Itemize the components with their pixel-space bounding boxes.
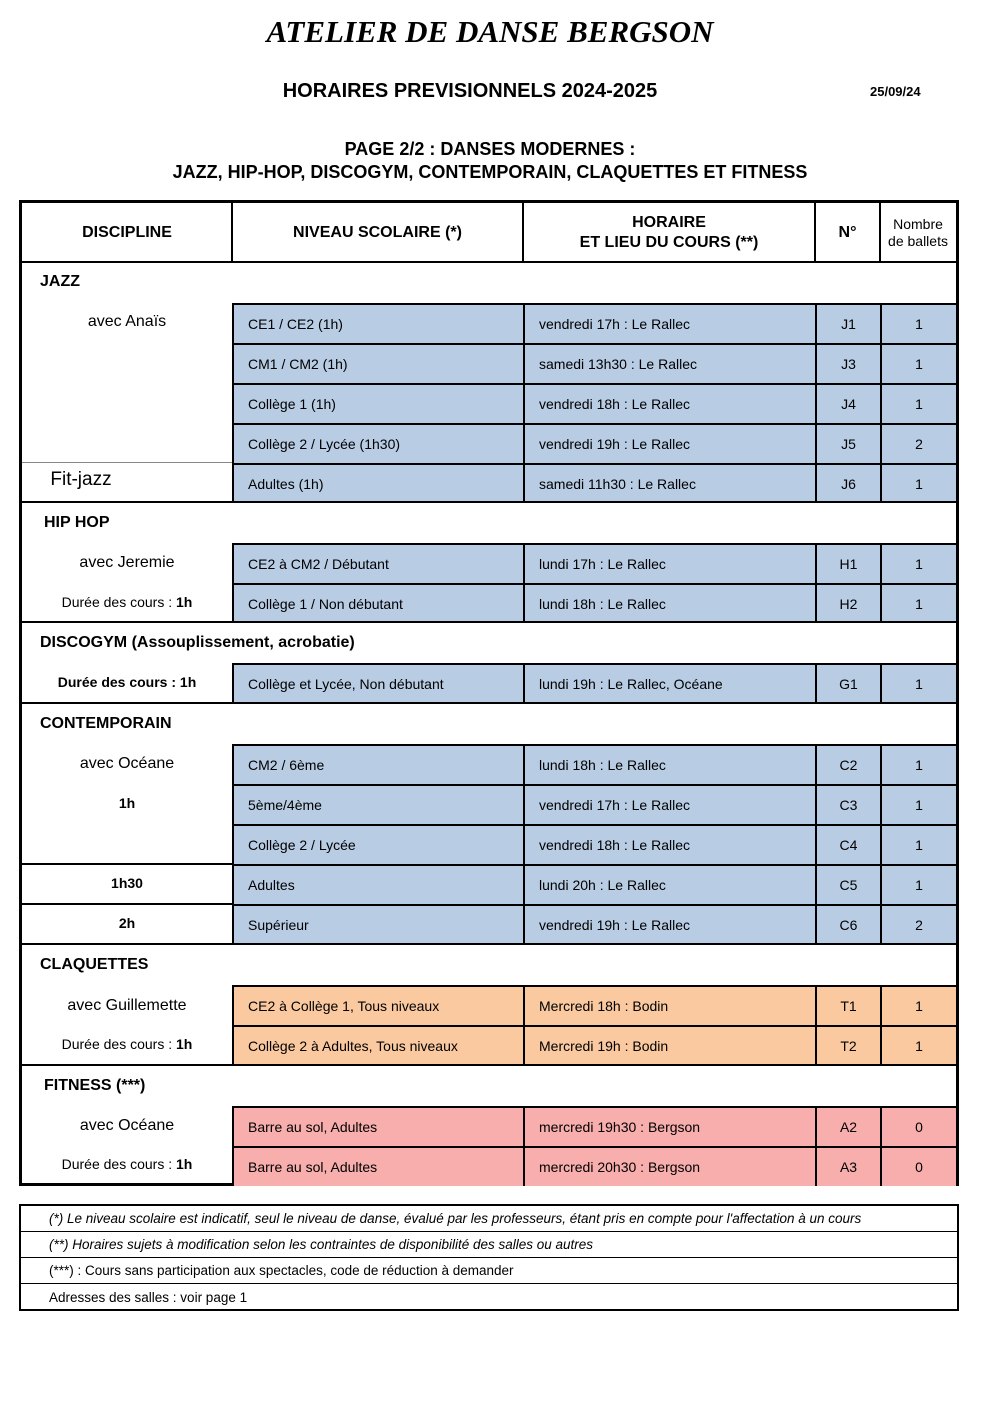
discogym-row-1-num: G1	[815, 663, 880, 703]
claquettes-row-2-ballets: 1	[880, 1025, 956, 1065]
hiphop-row-1-num: H1	[815, 543, 880, 583]
fitness-row-1-horaire: mercredi 19h30 : Bergson	[523, 1106, 815, 1146]
contemporain-duration-2: 1h30	[111, 875, 143, 891]
hiphop-teacher: avec Jeremie	[79, 554, 175, 571]
contemporain-row-2-num: C3	[815, 784, 880, 824]
fitness-row-1-niveau: Barre au sol, Adultes	[232, 1106, 523, 1146]
jazz-row-4-num: J5	[815, 423, 880, 463]
divider-contemporain-2h	[22, 903, 232, 905]
claquettes-row-1-ballets: 1	[880, 985, 956, 1025]
discogym-row-1-horaire: lundi 19h : Le Rallec, Océane	[523, 663, 815, 703]
contemporain-row-3-niveau: Collège 2 / Lycée	[232, 824, 523, 864]
hiphop-row-1-horaire: lundi 17h : Le Rallec	[523, 543, 815, 583]
column-header-ballets-line-2: de ballets	[888, 233, 948, 249]
section-jazz: JAZZ	[40, 273, 80, 290]
claquettes-duration	[22, 1036, 232, 1052]
divider-fit-jazz	[22, 462, 232, 463]
jazz-row-1-niveau: CE1 / CE2 (1h)	[232, 303, 523, 343]
fitness-row-2-niveau: Barre au sol, Adultes	[232, 1146, 523, 1186]
fitness-duration	[22, 1156, 232, 1172]
contemporain-row-5-horaire: vendredi 19h : Le Rallec	[523, 904, 815, 944]
fitness-row-2-horaire: mercredi 20h30 : Bergson	[523, 1146, 815, 1186]
page-heading-line-1: PAGE 2/2 : DANSES MODERNES :	[344, 139, 636, 159]
jazz-row-1-horaire: vendredi 17h : Le Rallec	[523, 303, 815, 343]
page-heading	[0, 138, 980, 184]
contemporain-row-1-num: C2	[815, 744, 880, 784]
discogym-duration: Durée des cours : 1h	[57, 674, 197, 690]
jazz-row-4-ballets: 2	[880, 423, 956, 463]
section-hiphop: HIP HOP	[44, 514, 110, 531]
header-vline-3	[814, 203, 816, 263]
column-header-horaire-line-2: ET LIEU DU COURS (**)	[579, 234, 759, 251]
jazz-teacher: avec Anaïs	[87, 313, 167, 330]
column-header-numero: N°	[838, 224, 857, 241]
hiphop-row-2-horaire: lundi 18h : Le Rallec	[523, 583, 815, 623]
claquettes-teacher: avec Guillemette	[67, 997, 187, 1014]
jazz-row-5-ballets: 1	[880, 463, 956, 503]
section-fitness: FITNESS (***)	[44, 1077, 146, 1094]
contemporain-teacher: avec Océane	[79, 755, 175, 772]
fitness-row-1-num: A2	[815, 1106, 880, 1146]
hiphop-row-2-num: H2	[815, 583, 880, 623]
footnotes	[19, 1204, 959, 1311]
contemporain-row-5-ballets: 2	[880, 904, 956, 944]
contemporain-duration-1: 1h	[118, 795, 136, 811]
claquettes-row-1-horaire: Mercredi 18h : Bodin	[523, 985, 815, 1025]
jazz-row-3-num: J4	[815, 383, 880, 423]
footnote-4: Adresses des salles : voir page 1	[49, 1289, 248, 1305]
jazz-row-2-horaire: samedi 13h30 : Le Rallec	[523, 343, 815, 383]
section-contemporain: CONTEMPORAIN	[40, 715, 172, 732]
hiphop-duration-value: 1h	[176, 594, 193, 610]
column-header-horaire	[523, 203, 815, 263]
jazz-row-5-num: J6	[815, 463, 880, 503]
jazz-row-3-niveau: Collège 1 (1h)	[232, 383, 523, 423]
contemporain-row-3-num: C4	[815, 824, 880, 864]
contemporain-row-4-horaire: lundi 20h : Le Rallec	[523, 864, 815, 904]
claquettes-duration-value: 1h	[176, 1036, 193, 1052]
page-title: ATELIER DE DANSE BERGSON	[266, 14, 714, 49]
schedule-subtitle: HORAIRES PREVISIONNELS 2024-2025	[282, 80, 658, 102]
column-header-ballets-line-1: Nombre	[893, 216, 943, 232]
divider-contemporain-claquettes	[22, 943, 956, 945]
contemporain-row-2-ballets: 1	[880, 784, 956, 824]
contemporain-row-1-ballets: 1	[880, 744, 956, 784]
schedule-table	[19, 200, 959, 1186]
claquettes-duration-prefix: Durée des cours :	[61, 1036, 177, 1052]
jazz-row-2-num: J3	[815, 343, 880, 383]
claquettes-row-2-niveau: Collège 2 à Adultes, Tous niveaux	[232, 1025, 523, 1065]
contemporain-row-2-horaire: vendredi 17h : Le Rallec	[523, 784, 815, 824]
header-vline-4	[879, 203, 881, 263]
footnote-1: (*) Le niveau scolaire est indicatif, seul le niveau de danse, évalué par les professeurs, étant pris en compte pour l'affectation à un cours	[21, 1206, 957, 1232]
fitness-teacher: avec Océane	[79, 1117, 175, 1134]
column-header-niveau: NIVEAU SCOLAIRE (*)	[293, 224, 462, 241]
jazz-row-4-niveau: Collège 2 / Lycée (1h30)	[232, 423, 523, 463]
jazz-row-5-horaire: samedi 11h30 : Le Rallec	[523, 463, 815, 503]
fit-jazz-label: Fit-jazz	[50, 469, 112, 490]
contemporain-row-1-niveau: CM2 / 6ème	[232, 744, 523, 784]
footnote-2: (**) Horaires sujets à modification selon les contraintes de disponibilité des salles ou autres	[21, 1232, 957, 1258]
contemporain-row-4-niveau: Adultes	[232, 864, 523, 904]
column-header-horaire-line-1: HORAIRE	[632, 214, 706, 231]
fitness-row-1-ballets: 0	[880, 1106, 956, 1146]
hiphop-duration-prefix: Durée des cours :	[61, 594, 177, 610]
claquettes-row-2-horaire: Mercredi 19h : Bodin	[523, 1025, 815, 1065]
jazz-row-2-ballets: 1	[880, 343, 956, 383]
jazz-row-1-num: J1	[815, 303, 880, 343]
fitness-duration-value: 1h	[176, 1156, 193, 1172]
claquettes-row-1-niveau: CE2 à Collège 1, Tous niveaux	[232, 985, 523, 1025]
contemporain-row-4-num: C5	[815, 864, 880, 904]
contemporain-duration-3: 2h	[118, 915, 136, 931]
contemporain-row-3-horaire: vendredi 18h : Le Rallec	[523, 824, 815, 864]
column-header-discipline: DISCIPLINE	[82, 224, 172, 241]
jazz-row-4-horaire: vendredi 19h : Le Rallec	[523, 423, 815, 463]
claquettes-row-2-num: T2	[815, 1025, 880, 1065]
fitness-duration-prefix: Durée des cours :	[61, 1156, 177, 1172]
divider-jazz-hiphop	[22, 501, 956, 503]
page-heading-line-2: JAZZ, HIP-HOP, DISCOGYM, CONTEMPORAIN, CLAQUETTES ET FITNESS	[172, 162, 808, 182]
contemporain-row-5-niveau: Supérieur	[232, 904, 523, 944]
contemporain-row-5-num: C6	[815, 904, 880, 944]
section-discogym: DISCOGYM (Assouplissement, acrobatie)	[40, 634, 355, 651]
hiphop-row-2-ballets: 1	[880, 583, 956, 623]
discogym-row-1-ballets: 1	[880, 663, 956, 703]
hiphop-row-2-niveau: Collège 1 / Non débutant	[232, 583, 523, 623]
column-header-ballets	[880, 203, 956, 263]
document-date: 25/09/24	[870, 84, 921, 99]
hiphop-row-1-niveau: CE2 à CM2 / Débutant	[232, 543, 523, 583]
discogym-row-1-niveau: Collège et Lycée, Non débutant	[232, 663, 523, 703]
header-vline-2	[522, 203, 524, 263]
contemporain-row-4-ballets: 1	[880, 864, 956, 904]
hiphop-duration	[22, 594, 232, 610]
divider-discogym-contemporain	[22, 702, 956, 704]
divider-hiphop-discogym	[22, 621, 956, 623]
divider-contemporain-1h30	[22, 863, 232, 865]
fitness-row-2-num: A3	[815, 1146, 880, 1186]
fitness-row-2-ballets: 0	[880, 1146, 956, 1186]
jazz-row-5-niveau: Adultes (1h)	[232, 463, 523, 503]
divider-claquettes-fitness	[22, 1064, 956, 1066]
contemporain-row-1-horaire: lundi 18h : Le Rallec	[523, 744, 815, 784]
jazz-row-2-niveau: CM1 / CM2 (1h)	[232, 343, 523, 383]
jazz-row-1-ballets: 1	[880, 303, 956, 343]
contemporain-row-2-niveau: 5ème/4ème	[232, 784, 523, 824]
claquettes-row-1-num: T1	[815, 985, 880, 1025]
footnote-3: (***) : Cours sans participation aux spectacles, code de réduction à demander	[21, 1258, 957, 1284]
contemporain-row-3-ballets: 1	[880, 824, 956, 864]
hiphop-row-1-ballets: 1	[880, 543, 956, 583]
header-vline-1	[231, 203, 233, 263]
section-claquettes: CLAQUETTES	[40, 956, 149, 973]
jazz-row-3-horaire: vendredi 18h : Le Rallec	[523, 383, 815, 423]
jazz-row-3-ballets: 1	[880, 383, 956, 423]
